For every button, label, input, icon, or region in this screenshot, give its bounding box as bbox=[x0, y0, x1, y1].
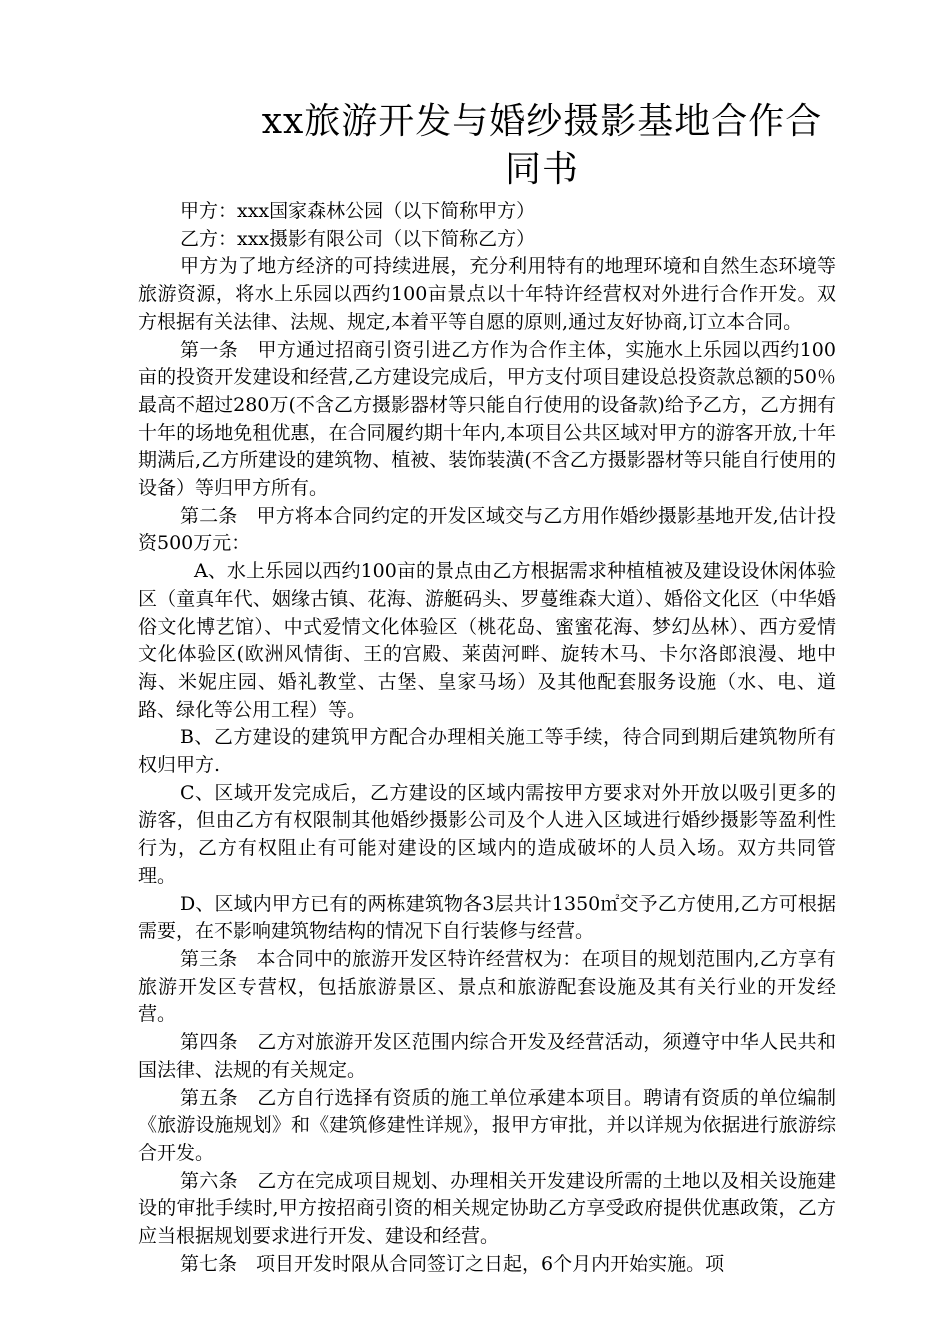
article-5: 第五条 乙方自行选择有资质的施工单位承建本项目。聘请有资质的单位编制《旅游设施规划》和《建筑修建性详规》，报甲方审批，并以详规为依据进行旅游综合开发。 bbox=[138, 1086, 836, 1164]
article-4: 第四条 乙方对旅游开发区范围内综合开发及经营活动，须遵守中华人民共和国法律、法规的有关规定。 bbox=[138, 1031, 836, 1081]
article-2: 第二条 甲方将本合同约定的开发区域交与乙方用作婚纱摄影基地开发,估计投资500万元： bbox=[138, 504, 836, 555]
article-2-item-b: B、乙方建设的建筑甲方配合办理相关施工等手续，待合同到期后建筑物所有权归甲方. bbox=[138, 726, 836, 777]
document-body bbox=[138, 198, 836, 1278]
article-1: 第一条 甲方通过招商引资引进乙方作为合作主体，实施水上乐园以西约100亩的投资开发建设和经营,乙方建设完成后，甲方支付项目建设总投资款总额的50％最高不超过280万(不含乙方摄影器材等只能自行使用的设备款)给予乙方，乙方拥有十年的场地免租优惠，在合同履约期十年内,本项目公共区域对甲方的游客开放,十年期满后,乙方所建设的建筑物、植被、装饰装潢(不含乙方摄影器材等只能自行使用的设备）等归甲方所有。 bbox=[138, 338, 836, 500]
party-b-line: 乙方：xxx摄影有限公司（以下简称乙方） bbox=[180, 227, 536, 250]
article-6: 第六条 乙方在完成项目规划、办理相关开发建设所需的土地以及相关设施建设的审批手续时,甲方按招商引资的相关规定协助乙方享受政府提供优惠政策，乙方应当根据规划要求进行开发、建设和经营。 bbox=[138, 1169, 836, 1248]
article-2-item-d: D、区域内甲方已有的两栋建筑物各3层共计1350㎡交予乙方使用,乙方可根据需要，在不影响建筑物结构的情况下自行装修与经营。 bbox=[138, 892, 836, 943]
article-7: 第七条 项目开发时限从合同签订之日起，6个月内开始实施。项 bbox=[180, 1252, 725, 1275]
article-2-item-a: A、水上乐园以西约100亩的景点由乙方根据需求种植植被及建设设休闲体验区（童真年代、姻缘古镇、花海、游艇码头、罗蔓维森大道）、婚俗文化区（中华婚俗文化博艺馆）、中式爱情文化体验区（桃花岛、蜜蜜花海、梦幻丛林）、西方爱情文化体验区(欧洲风情街、王的宫殿、莱茵河畔、旋转木马、卡尔洛郎浪漫、地中海、米妮庄园、婚礼教堂、古堡、皇家马场）及其他配套服务设施（水、电、道路、绿化等公用工程）等。 bbox=[138, 560, 836, 721]
article-2-item-c: C、区域开发完成后，乙方建设的区域内需按甲方要求对外开放以吸引更多的游客，但由乙方有权限制其他婚纱摄影公司及个人进入区域进行婚纱摄影等盈利性行为，乙方有权阻止有可能对建设的区域内的造成破坏的人员入场。双方共同管理。 bbox=[138, 781, 836, 887]
party-a-line: 甲方：xxx国家森林公园（以下简称甲方） bbox=[180, 200, 536, 222]
document-title: xx旅游开发与婚纱摄影基地合作合同书 bbox=[261, 101, 823, 190]
preamble-paragraph: 甲方为了地方经济的可持续进展，充分利用特有的地理环境和自然生态环境等旅游资源，将水上乐园以西约100亩景点以十年特许经营权对外进行合作开发。双方根据有关法律、法规、规定,本着平等自愿的原则,通过友好协商,订立本合同。 bbox=[138, 255, 836, 333]
article-3: 第三条 本合同中的旅游开发区特许经营权为：在项目的规划范围内,乙方享有旅游开发区专营权，包括旅游景区、景点和旅游配套设施及其有关行业的开发经营。 bbox=[138, 947, 836, 1026]
